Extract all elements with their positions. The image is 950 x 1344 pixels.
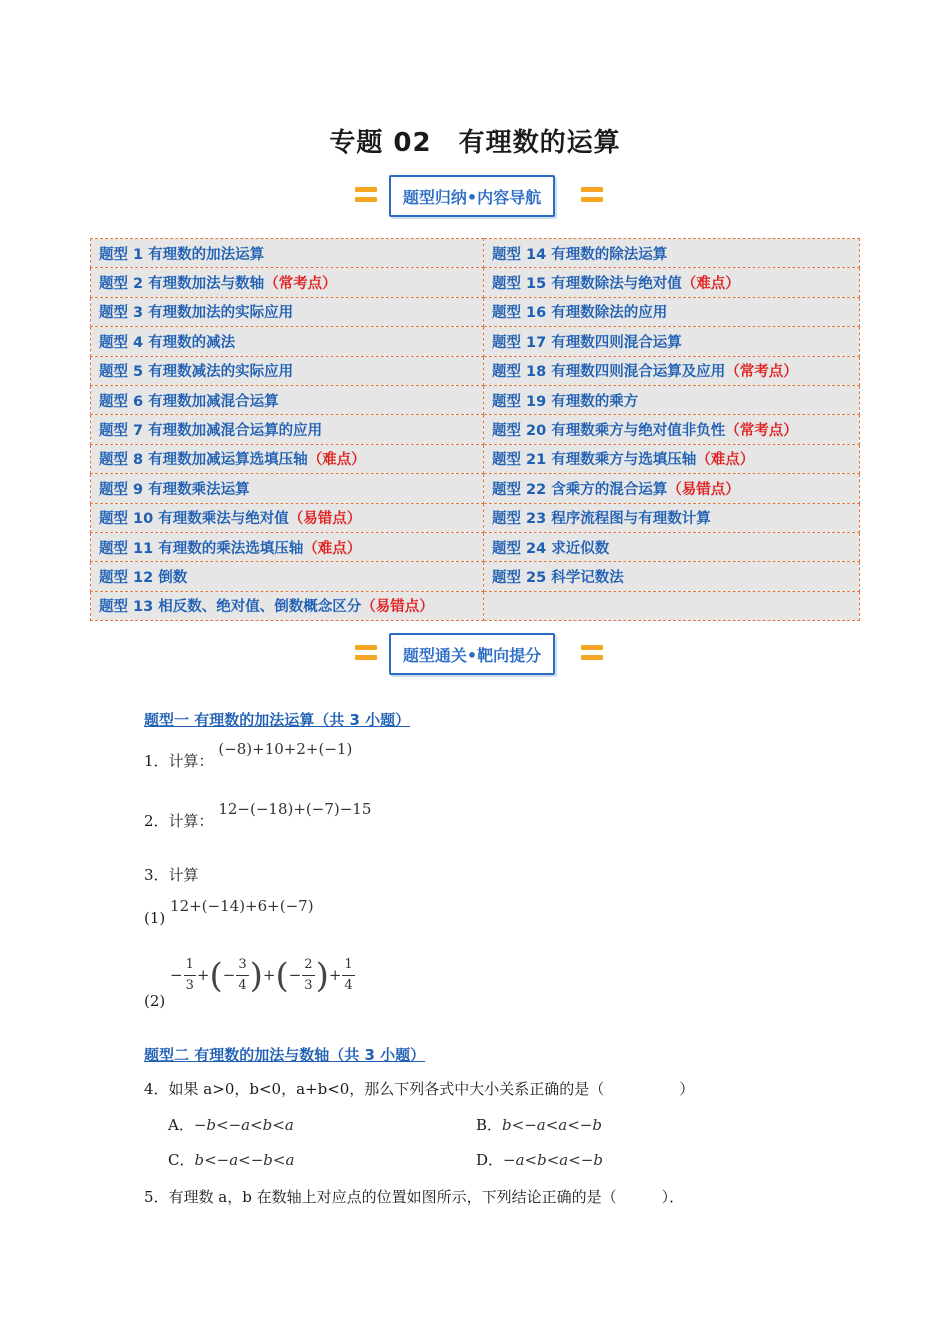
toc-tag: （难点） [303,540,362,557]
question-label: 2．计算： [144,812,214,830]
toc-tag: （难点） [696,452,755,469]
toc-row [91,356,860,385]
option-a: A．−b<−a<b<a [168,1116,294,1134]
toc-cell-left [91,385,484,414]
toc-cell-left [91,297,484,326]
banner-bar-left-bottom [355,655,377,660]
toc-topic: 题型 21 有理数乘方与选填压轴 [492,452,697,469]
toc-cell-right [484,297,860,326]
toc-cell-left [91,532,484,561]
toc-cell-left [91,474,484,503]
toc-topic: 题型 13 相反数、绝对值、倒数概念区分 [99,599,362,616]
toc-row [91,444,860,473]
question-3: 3．计算 [144,866,199,884]
toc-tag: （易错点） [667,481,740,498]
toc-row [91,562,860,591]
toc-cell-right [484,503,860,532]
toc-cell-left [91,356,484,385]
toc-topic: 题型 12 倒数 [99,569,188,586]
toc-cell-right [484,268,860,297]
toc-tag: （易错点） [288,511,362,528]
toc-topic: 题型 25 科学记数法 [492,569,624,586]
toc-topic: 题型 19 有理数的乘方 [492,393,639,410]
option-b: B．b<−a<a<−b [476,1116,602,1134]
toc-row [91,327,860,356]
toc-cell-left [91,503,484,532]
toc-cell-right [484,356,860,385]
banner-practice [347,633,597,675]
banner-toc [347,175,597,217]
toc-row [91,268,860,297]
part-label: (2) [144,991,166,1010]
toc-topic: 题型 22 含乘方的混合运算 [492,481,668,498]
toc-row [91,503,860,532]
math-expression: 12−(−18)+(−7)−15 [218,800,372,818]
toc-cell-left [91,239,484,268]
toc-topic: 题型 10 有理数乘法与绝对值 [99,511,289,528]
banner-bar-left-top [355,645,377,650]
option-c: C．b<−a<−b<a [168,1151,295,1169]
toc-cell-left [91,327,484,356]
toc-topic: 题型 7 有理数加减混合运算的应用 [99,423,323,440]
toc-topic: 题型 20 有理数乘方与绝对值非负性 [492,423,726,440]
banner-label: 题型通关•靶向提分 [389,633,555,675]
toc-row [91,591,860,620]
math-expression: − $\frac{1}{3}$ +(− $\frac{3}{4}$ )+(− $\frac{2}{3}$ )+ $\frac{1}{4}$ [170,955,353,996]
toc-table [90,238,860,621]
question-label: 1．计算： [144,752,214,770]
option-d: D．−a<b<a<−b [476,1151,603,1169]
fraction: $\frac{1}{4}$ [344,957,353,993]
toc-cell-right [484,474,860,503]
toc-cell-right [484,327,860,356]
page-title: 专题 02 有理数的运算 [329,128,621,158]
fraction: $\frac{1}{3}$ [185,957,194,993]
fraction: $\frac{3}{4}$ [238,957,247,993]
toc-cell-right [484,562,860,591]
toc-topic: 题型 6 有理数加减混合运算 [99,393,279,410]
toc-cell-left [91,444,484,473]
banner-bar-right-top [581,187,603,192]
question-3-part-2 [144,955,356,1010]
toc-topic: 题型 15 有理数除法与绝对值 [492,276,682,293]
toc-topic: 题型 17 有理数四则混合运算 [492,334,682,351]
toc-tag: （常考点） [725,364,798,381]
toc-tag: （难点） [307,452,366,469]
toc-cell-left [91,591,484,620]
toc-cell-right [484,239,860,268]
toc-cell-right [484,532,860,561]
toc-topic: 题型 16 有理数除法的应用 [492,305,668,322]
question-3-part-1 [144,897,314,927]
toc-row [91,474,860,503]
toc-cell-right [484,415,860,444]
toc-tag: （难点） [681,276,740,293]
toc-row [91,532,860,561]
toc-cell-right [484,591,860,620]
question-1 [144,740,353,771]
toc-topic: 题型 4 有理数的减法 [99,334,236,351]
toc-topic: 题型 11 有理数的乘法选填压轴 [99,540,304,557]
math-expression: 12+(−14)+6+(−7) [170,897,314,915]
toc-tag: （常考点） [725,423,798,440]
question-4: 4．如果 a>0，b<0，a+b<0，那么下列各式中大小关系正确的是（ ） [144,1080,695,1098]
toc-row [91,239,860,268]
toc-tag: （常考点） [264,276,337,293]
banner-bar-right-top [581,645,603,650]
toc-topic: 题型 8 有理数加减运算选填压轴 [99,452,308,469]
toc-cell-left [91,562,484,591]
banner-label: 题型归纳•内容导航 [389,175,555,217]
banner-bar-right-bottom [581,197,603,202]
toc-topic: 题型 18 有理数四则混合运算及应用 [492,364,726,381]
banner-bar-left-top [355,187,377,192]
question-5: 5．有理数 a，b 在数轴上对应点的位置如图所示，下列结论正确的是（ ）． [144,1188,685,1206]
toc-topic: 题型 14 有理数的除法运算 [492,246,668,263]
section-heading-1: 题型一 有理数的加法运算（共 3 小题） [144,711,411,729]
toc-topic: 题型 1 有理数的加法运算 [99,246,265,263]
toc-cell-left [91,415,484,444]
toc-topic: 题型 9 有理数乘法运算 [99,481,250,498]
toc-topic: 题型 23 程序流程图与有理数计算 [492,511,711,528]
toc-topic: 题型 2 有理数加法与数轴 [99,276,265,293]
toc-row [91,385,860,414]
question-2 [144,800,372,831]
toc-topic: 题型 24 求近似数 [492,540,610,557]
toc-cell-right [484,444,860,473]
math-expression: (−8)+10+2+(−1) [218,740,353,758]
toc-topic: 题型 3 有理数加法的实际应用 [99,305,294,322]
toc-row [91,415,860,444]
banner-bar-left-bottom [355,197,377,202]
toc-topic: 题型 5 有理数减法的实际应用 [99,364,294,381]
toc-cell-left [91,268,484,297]
toc-tag: （易错点） [361,599,434,616]
fraction: $\frac{2}{3}$ [304,957,313,993]
banner-bar-right-bottom [581,655,603,660]
part-label: (1) [144,909,166,927]
toc-cell-right [484,385,860,414]
section-heading-2: 题型二 有理数的加法与数轴（共 3 小题） [144,1046,426,1064]
toc-row [91,297,860,326]
